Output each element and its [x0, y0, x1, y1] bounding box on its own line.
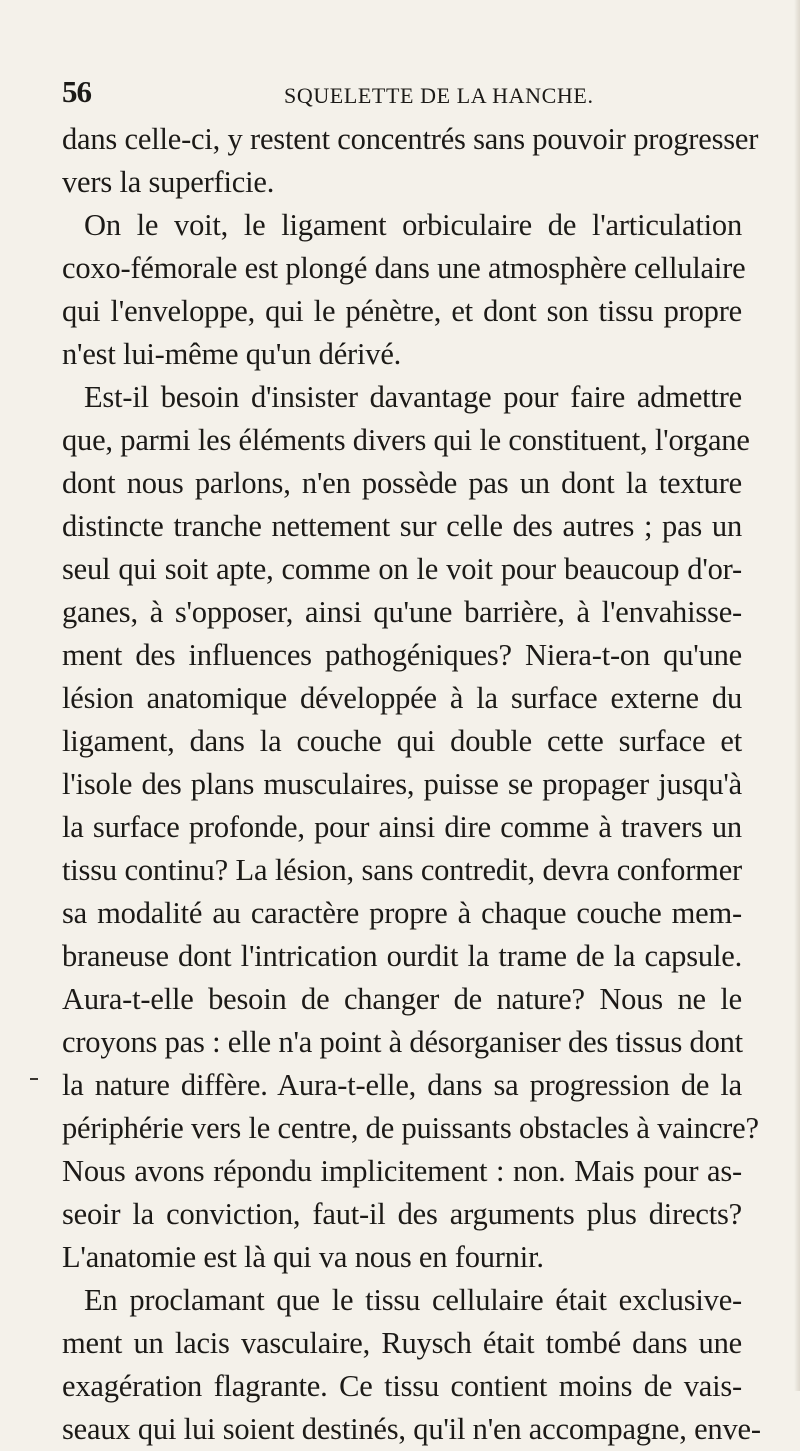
text-line: croyons pas : elle n'a point à désorganiser des tissus dont [62, 1025, 743, 1059]
page-edge [794, 0, 800, 1391]
text-line: braneuse dont l'intrication ourdit la trame de la capsule. [62, 939, 742, 973]
text-line: vers la superficie. [62, 165, 275, 199]
chapter-title: SQUELETTE DE LA HANCHE. [284, 83, 594, 108]
text-line: l'isole des plans musculaires, puisse se propager jusqu'à [62, 767, 742, 801]
text-line: dans celle-ci, y restent concentrés sans pouvoir progresser [62, 122, 759, 156]
text-line: En proclamant que le tissu cellulaire était exclusive- [84, 1283, 742, 1317]
text-line: On le voit, le ligament orbiculaire de l'articulation [84, 208, 742, 242]
page-number: 56 [62, 74, 91, 109]
text-line: la nature diffère. Aura-t-elle, dans sa progression de la [62, 1068, 742, 1102]
text-line: Aura-t-elle besoin de changer de nature? Nous ne le [62, 982, 742, 1016]
text-line: ganes, à s'opposer, ainsi qu'une barrière, à l'envahisse- [62, 595, 742, 629]
text-line: lésion anatomique développée à la surface externe du [62, 681, 742, 715]
text-line: n'est lui-même qu'un dérivé. [62, 337, 402, 371]
text-line: qui l'enveloppe, qui le pénètre, et dont son tissu propre [62, 294, 742, 328]
text-line: ment un lacis vasculaire, Ruysch était tombé dans une [62, 1326, 742, 1360]
text-line: exagération flagrante. Ce tissu contient moins de vais- [62, 1369, 742, 1403]
text-line: ment des influences pathogéniques? Niera-t-on qu'une [62, 638, 742, 672]
text-line: sa modalité au caractère propre à chaque couche mem- [62, 896, 742, 930]
text-line: Nous avons répondu implicitement : non. Mais pour as- [62, 1154, 742, 1188]
text-line: seaux qui lui soient destinés, qu'il n'en accompagne, enve- [62, 1412, 761, 1446]
text-line: coxo-fémorale est plongé dans une atmosphère cellulaire [62, 251, 746, 285]
text-line: la surface profonde, pour ainsi dire comme à travers un [62, 810, 742, 844]
text-line: dont nous parlons, n'en possède pas un dont la texture [62, 466, 742, 500]
text-line: Est-il besoin d'insister davantage pour faire admettre [84, 380, 742, 414]
text-line: seoir la conviction, faut-il des arguments plus directs? [62, 1197, 742, 1231]
text-line: tissu continu? La lésion, sans contredit, devra conformer [62, 853, 742, 887]
margin-mark [30, 1078, 38, 1080]
text-line: distincte tranche nettement sur celle des autres ; pas un [62, 509, 742, 543]
running-head [62, 74, 742, 114]
text-line: ligament, dans la couche qui double cette surface et [62, 724, 742, 758]
text-line: que, parmi les éléments divers qui le constituent, l'organe [62, 423, 750, 457]
text-line: L'anatomie est là qui va nous en fournir. [62, 1240, 544, 1274]
text-line: seul qui soit apte, comme on le voit pour beaucoup d'or- [62, 552, 742, 586]
body-text [62, 118, 761, 1451]
text-line: périphérie vers le centre, de puissants obstacles à vaincre? [62, 1111, 759, 1145]
